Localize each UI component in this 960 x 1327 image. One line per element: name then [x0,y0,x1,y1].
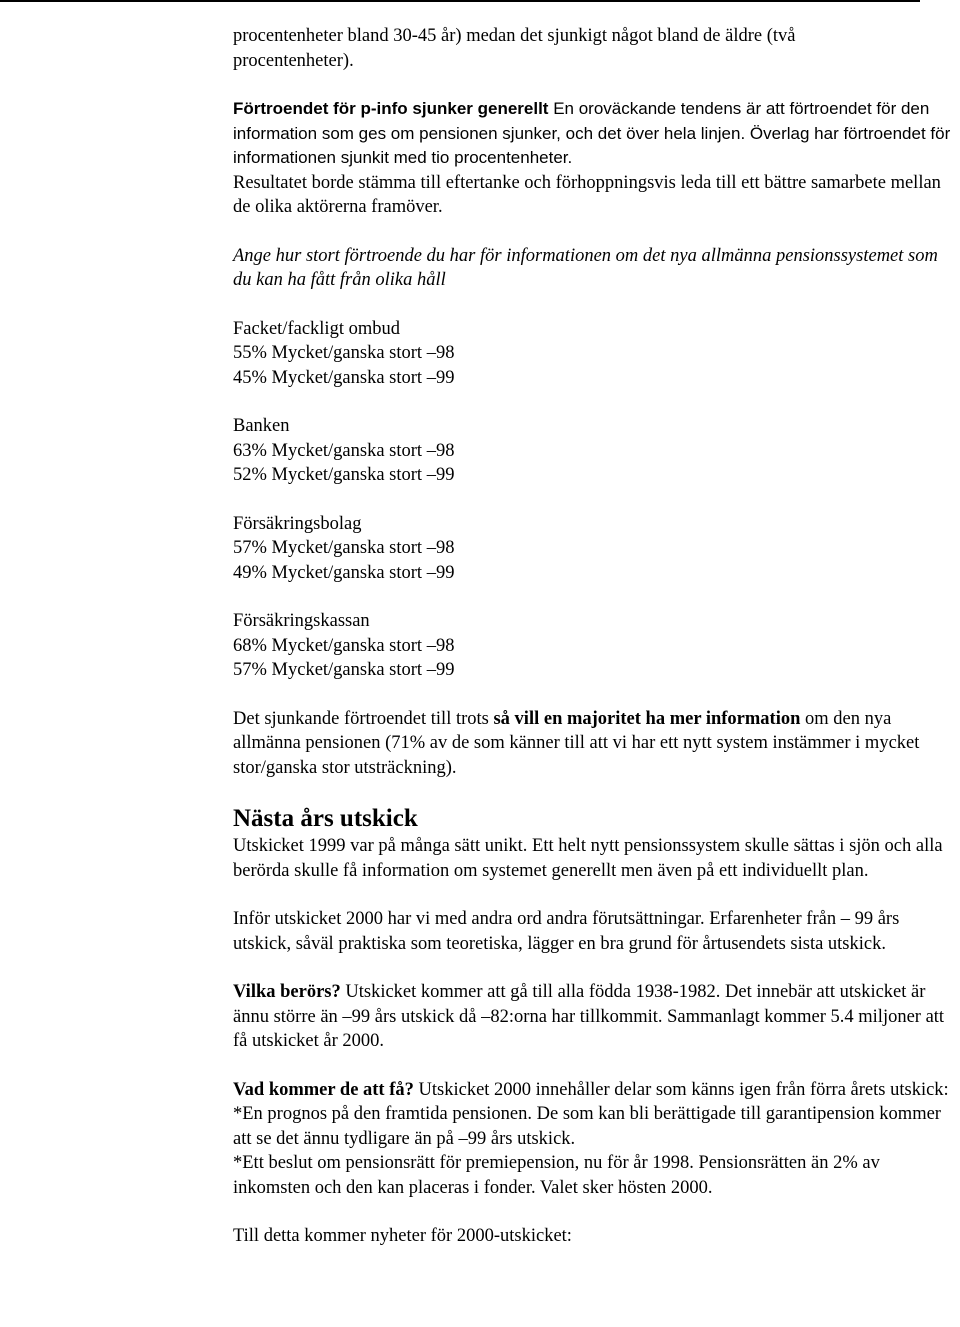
summary-post: om den nya allmänna pensionen (71% av de som känner till att vi har ett nytt system instämmer i mycket stor/ganska stor utsträckning). [233,708,920,778]
section-paragraph-1: Utskicket 1999 var på många sätt unikt. Ett helt nytt pensionssystem skulle sättas i sjön och alla berörda skulle få information om systemet generellt men även på ett individuellt plan. [233,836,943,881]
summary-bold: så vill en majoritet ha mer information [493,708,801,729]
document-page [233,24,953,1249]
section-title: Nästa års utskick [233,805,418,832]
what-text: Utskicket 2000 innehåller delar som känns igen från förra årets utskick: [413,1079,949,1100]
intro-paragraph [233,24,953,73]
intro-line-1: procentenheter bland 30-45 år) medan det sjunkigt något bland de äldre (två [233,26,796,46]
bullet-beslut: *Ett beslut om pensionsrätt för premiepension, nu för år 1998. Pensionsrätten än 2% av inkomsten och den kan placeras i fonder. Valet sker hösten 2000. [233,1153,880,1198]
group-banken [233,414,953,488]
group-line: 57% Mycket/ganska stort –98 [233,538,455,558]
who-paragraph [233,980,953,1054]
who-text: Utskicket kommer att gå till alla födda 1938-1982. Det innebär att utskicket är ännu större än –99 års utskick då –82:orna har tillkommit. Sammanlagt kommer 5.4 miljoner att få utskicket år 2000. [233,982,945,1051]
top-rule [0,0,920,2]
group-facket [233,317,953,391]
closing-line: Till detta kommer nyheter för 2000-utskicket: [233,1226,572,1246]
intro-line-2: procentenheter). [233,50,354,71]
trust-text-1: En oroväckande tendens är att förtroendet för den information som ges om pensionen sjunker, och det över hela linjen. Överlag har förtroendet för informationen sjunkit med tio procentenheter. [233,99,951,167]
group-line: 49% Mycket/ganska stort –99 [233,562,455,583]
trust-paragraph-2 [233,171,953,220]
group-forsakringsbolag [233,512,953,586]
trust-text-2: Resultatet borde stämma till eftertanke och förhoppningsvis leda till ett bättre samarbete mellan de olika aktörerna framöver. [233,172,941,217]
trust-heading: Förtroendet för p-info sjunker generellt [233,99,549,118]
survey-question: Ange hur stort förtroende du har för informationen om det nya allmänna pensionssystemet som du kan ha fått från olika håll [233,245,938,290]
group-line: 63% Mycket/ganska stort –98 [233,440,455,461]
bullet-prognos: *En prognos på den framtida pensionen. De som kan bli berättigade till garantipension kommer att se det ännu tydligare än på –99 års utskick. [233,1104,941,1149]
what-paragraph [233,1078,953,1103]
trust-paragraph [233,97,953,171]
group-name: Försäkringsbolag [233,513,362,534]
group-line: 68% Mycket/ganska stort –98 [233,635,455,656]
group-forsakringskassan [233,609,953,683]
summary-pre: Det sjunkande förtroendet till trots [233,708,494,729]
group-line: 52% Mycket/ganska stort –99 [233,465,455,485]
group-line: 55% Mycket/ganska stort –98 [233,343,455,363]
summary-paragraph [233,707,953,781]
group-name: Banken [233,416,290,436]
group-name: Facket/fackligt ombud [233,318,400,339]
what-label: Vad kommer de att få? [233,1079,414,1100]
group-name: Försäkringskassan [233,611,370,631]
who-label: Vilka berörs? [233,982,341,1002]
group-line: 57% Mycket/ganska stort –99 [233,660,455,680]
group-line: 45% Mycket/ganska stort –99 [233,367,455,388]
section-paragraph-2: Inför utskicket 2000 har vi med andra ord andra förutsättningar. Erfarenheter från – 99 års utskick, såväl praktiska som teoretiska, lägger en bra grund för årtusendets sista utskick. [233,909,900,954]
